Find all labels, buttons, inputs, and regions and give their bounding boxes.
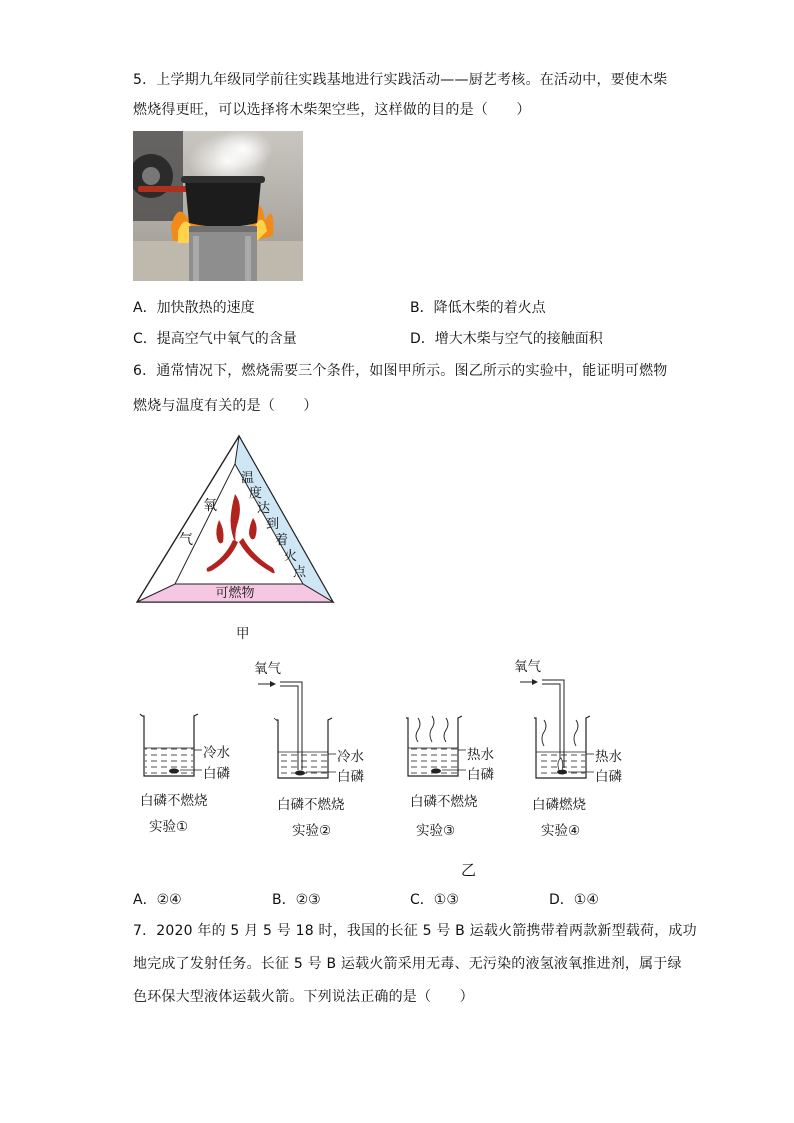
q5-option-d: D．增大木柴与空气的接触面积	[410, 331, 603, 347]
exp3-result: 白磷不燃烧	[410, 794, 478, 810]
exp2-water-label: 冷水	[337, 749, 364, 765]
q7-stem-line3: 色环保大型液体运载火箭。下列说法正确的是（ ）	[133, 989, 474, 1005]
q5-stem-line2: 燃烧得更旺，可以选择将木柴架空些，这样做的目的是（ ）	[133, 102, 531, 118]
exp3-water-label: 热水	[467, 747, 494, 763]
triangle-right-char-5: 着	[275, 533, 289, 548]
exp1-result: 白磷不燃烧	[140, 793, 208, 809]
q6-option-d: D．①④	[549, 892, 599, 908]
exp2-result: 白磷不燃烧	[277, 797, 345, 813]
exp4-water-label: 热水	[595, 749, 622, 765]
fire-triangle-diagram	[135, 434, 335, 606]
q5-option-c: C．提高空气中氧气的含量	[133, 331, 297, 347]
triangle-right-char-6: 火	[284, 549, 298, 564]
exp2-solid-label: 白磷	[337, 769, 364, 785]
cooking-pot-fire-photo	[133, 131, 303, 281]
exp1-water-label: 冷水	[203, 745, 230, 761]
exp2-name: 实验②	[292, 823, 332, 839]
exp1-solid-label: 白磷	[203, 766, 230, 782]
exp4-result: 白磷燃烧	[532, 797, 586, 813]
exp1-name: 实验①	[149, 819, 189, 835]
q6-option-b: B．②③	[272, 892, 321, 908]
triangle-right-char-1: 温	[241, 471, 255, 486]
beaker-experiment-2	[258, 681, 336, 778]
triangle-right-char-2: 度	[249, 486, 263, 501]
triangle-bottom-label: 可燃物	[215, 586, 255, 601]
q7-stem-line1: 7．2020 年的 5 月 5 号 18 时，我国的长征 5 号 B 运载火箭携带着两款新型载荷，成功	[133, 923, 697, 939]
exp4-name: 实验④	[541, 823, 581, 839]
triangle-right-char-3: 达	[257, 501, 271, 516]
q6-option-c: C．①③	[410, 892, 459, 908]
exp4-solid-label: 白磷	[595, 769, 622, 785]
figure-a-caption: 甲	[236, 626, 250, 642]
exp4-gas-label: 氧气	[514, 659, 541, 675]
q5-option-b: B．降低木柴的着火点	[410, 300, 546, 316]
q7-stem-line2: 地完成了发射任务。长征 5 号 B 运载火箭采用无毒、无污染的液氢液氧推进剂，属于绿	[133, 956, 682, 972]
triangle-right-char-7: 点	[293, 565, 307, 580]
triangle-left-char-2: 气	[179, 532, 193, 548]
figure-b-caption: 乙	[461, 861, 477, 879]
triangle-left-char-1: 氧	[203, 498, 217, 514]
beaker-experiment-3	[406, 716, 466, 776]
exp3-solid-label: 白磷	[467, 767, 494, 783]
q6-stem-line2: 燃烧与温度有关的是（ ）	[133, 398, 318, 414]
q6-option-a: A．②④	[133, 892, 182, 908]
triangle-right-char-4: 到	[266, 517, 280, 532]
q5-option-a: A．加快散热的速度	[133, 300, 255, 316]
beaker-experiment-4	[520, 679, 594, 778]
q6-stem-line1: 6．通常情况下，燃烧需要三个条件，如图甲所示。图乙所示的实验中，能证明可燃物	[133, 363, 668, 379]
q5-stem-line1: 5．上学期九年级同学前往实践基地进行实践活动——厨艺考核。在活动中，要使木柴	[133, 72, 668, 88]
exp2-gas-label: 氧气	[254, 661, 281, 677]
beaker-experiment-1	[140, 714, 202, 776]
exp3-name: 实验③	[416, 823, 456, 839]
